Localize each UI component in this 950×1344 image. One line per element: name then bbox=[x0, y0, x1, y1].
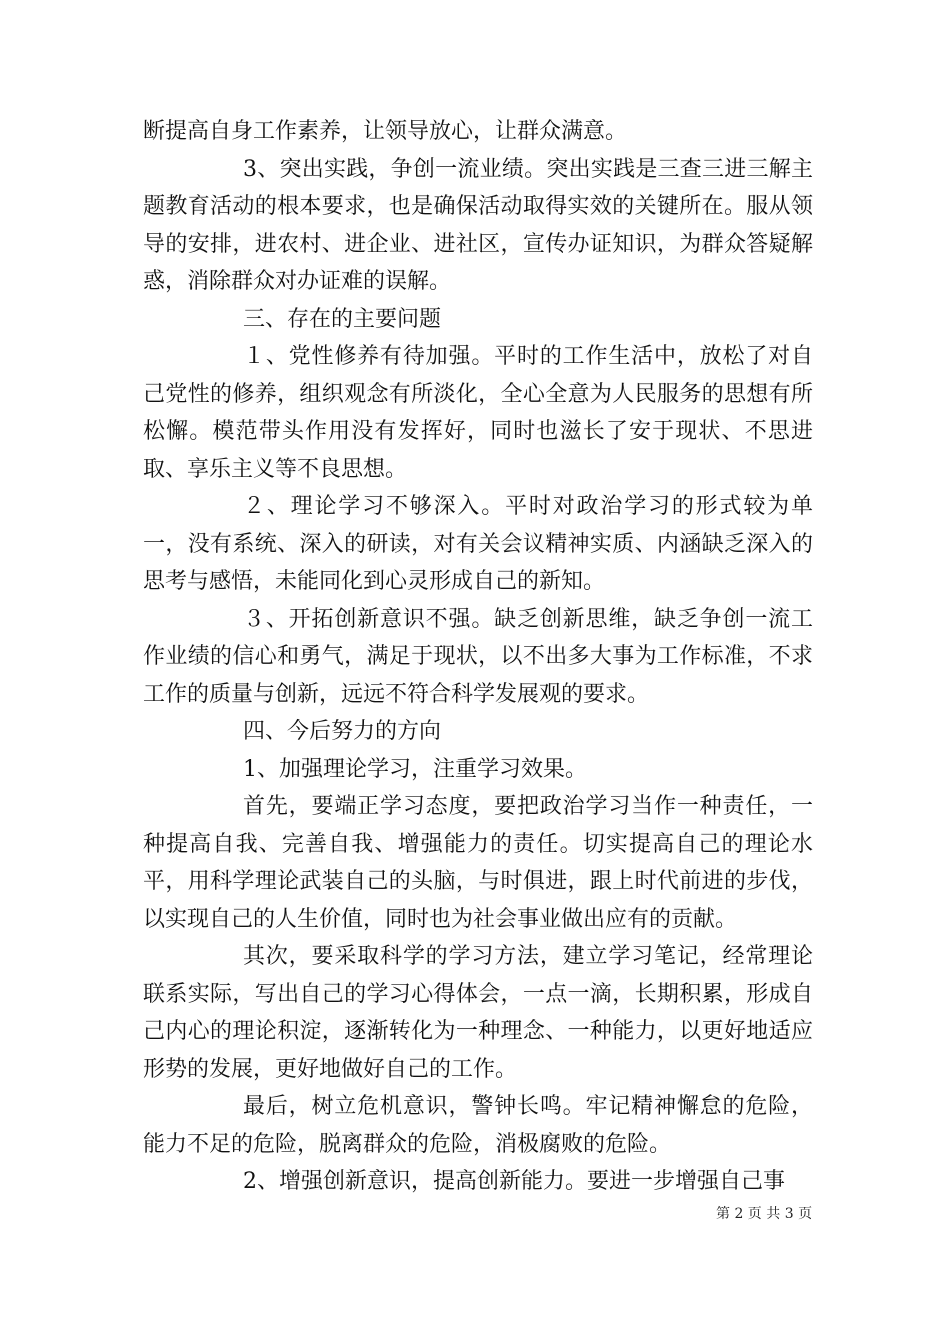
paragraph-problem-1: １、党性修养有待加强。平时的工作生活中，放松了对自己党性的修养，组织观念有所淡化，全心全意为人民服务的思想有所松懈。模范带头作用没有发挥好，同时也滋长了安于现状、不思进取、享乐主义等不良思想。 bbox=[143, 344, 813, 482]
paragraph-practice: 3、突出实践，争创一流业绩。突出实践是三查三进三解主题教育活动的根本要求，也是确保活动取得实效的关键所在。服从领导的安排，进农村、进企业、进社区，宣传办证知识，为群众答疑解惑，消除群众对办证难的误解。 bbox=[143, 156, 813, 294]
paragraph-problem-2: ２、理论学习不够深入。平时对政治学习的形式较为单一，没有系统、深入的研读，对有关会议精神实质、内涵缺乏深入的思考与感悟，未能同化到心灵形成自己的新知。 bbox=[143, 494, 813, 594]
section-heading-problems: 三、存在的主要问题 bbox=[243, 306, 442, 332]
paragraph-innovation: 2、增强创新意识，提高创新能力。要进一步增强自己事 bbox=[243, 1169, 785, 1194]
document-body bbox=[143, 113, 813, 1201]
paragraph-last: 最后，树立危机意识，警钟长鸣。牢记精神懈怠的危险，能力不足的危险，脱离群众的危险，消极腐败的危险。 bbox=[143, 1094, 813, 1157]
page-number-footer: 第 2 页 共 3 页 bbox=[716, 1206, 813, 1222]
paragraph-second: 其次，要采取科学的学习方法，建立学习笔记，经常理论联系实际，写出自己的学习心得体会，一点一滴，长期积累，形成自己内心的理论积淀，逐渐转化为一种理念、一种能力，以更好地适应形势的发展，更好地做好自己的工作。 bbox=[143, 944, 813, 1082]
paragraph-problem-3: ３、开拓创新意识不强。缺乏创新思维，缺乏争创一流工作业绩的信心和勇气，满足于现状，以不出多大事为工作标准，不求工作的质量与创新，远远不符合科学发展观的要求。 bbox=[143, 606, 813, 707]
paragraph-first: 首先，要端正学习态度，要把政治学习当作一种责任，一种提高自我、完善自我、增强能力的责任。切实提高自己的理论水平，用科学理论武装自己的头脑，与时俱进，跟上时代前进的步伐，以实现自己的人生价值，同时也为社会事业做出应有的贡献。 bbox=[143, 794, 813, 932]
subheading-theory-study: 1、加强理论学习，注重学习效果。 bbox=[243, 756, 587, 782]
paragraph-continuation: 断提高自身工作素养，让领导放心，让群众满意。 bbox=[143, 119, 628, 144]
section-heading-direction: 四、今后努力的方向 bbox=[243, 719, 442, 744]
